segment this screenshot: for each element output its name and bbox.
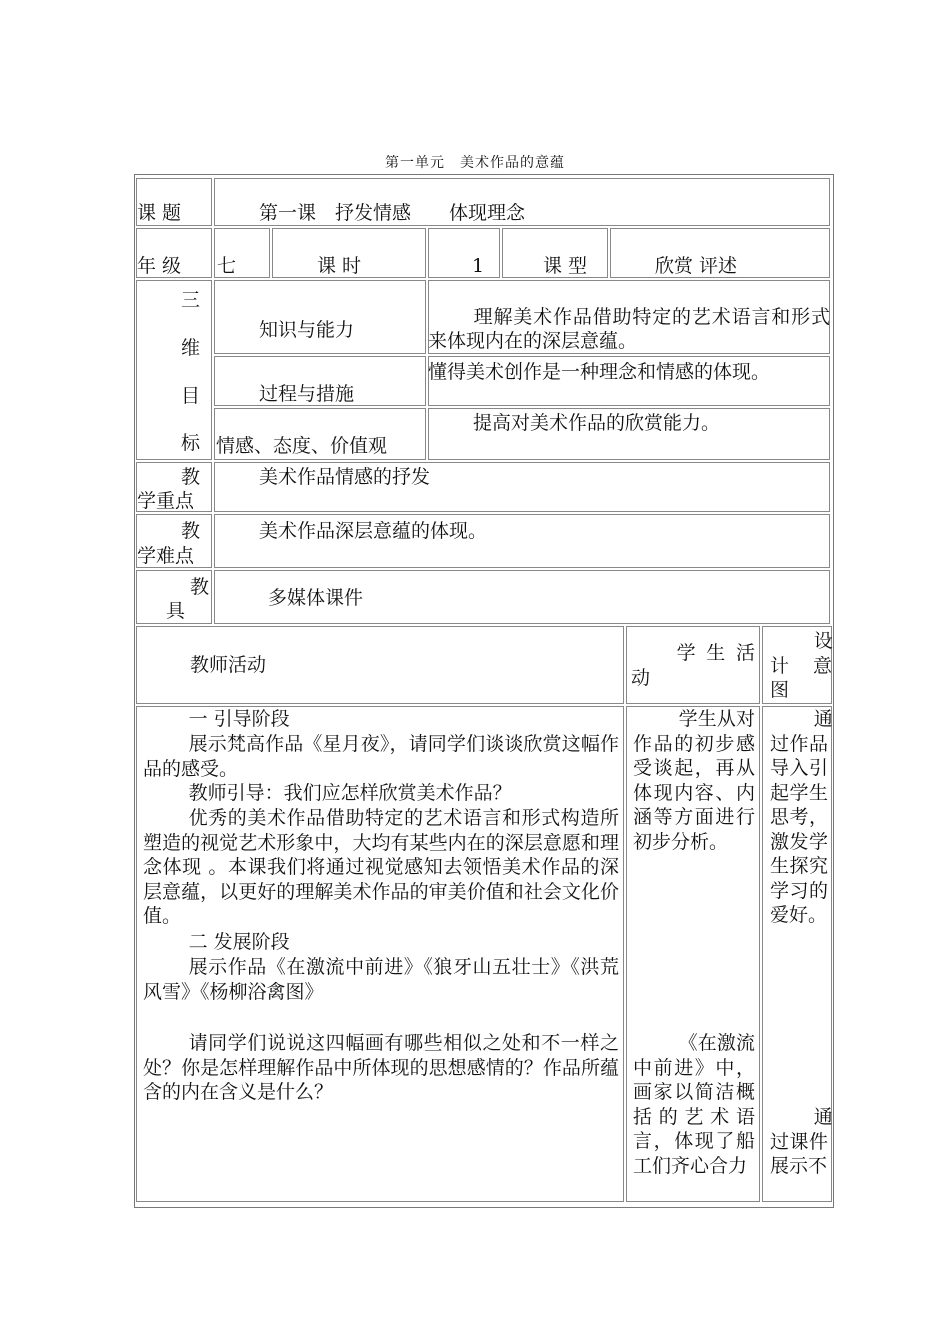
aids-label: 具 <box>166 600 186 622</box>
objective-text: 理解美术作品借助特定的艺术语言和形式来体现内在的深层意蕴。 <box>428 306 830 352</box>
type-value: 欣赏 评述 <box>655 255 738 277</box>
objective-label: 过程与措施 <box>259 383 355 405</box>
objective-text: 提高对美术作品的欣赏能力。 <box>473 412 721 434</box>
objective-label-cell <box>214 280 426 354</box>
difficulty-label: 学难点 <box>137 545 195 567</box>
difficulty-label: 教 <box>181 520 201 542</box>
student-header: 学 生 活 动 <box>631 642 755 689</box>
key-point-text: 美术作品情感的抒发 <box>259 466 431 488</box>
objectives-side-char: 维 <box>181 337 201 359</box>
objectives-side-char: 目 <box>181 385 201 407</box>
teacher-step-3: 教师引导：我们应怎样欣赏美术作品？ <box>188 782 512 804</box>
key-point-label: 教 <box>181 466 201 488</box>
objectives-side-cell <box>136 280 212 460</box>
student-activity-1: 学生从对作品的初步感受谈起，再从体现内容、内涵等方面进行初步分析。 <box>633 708 755 853</box>
hours-value-cell <box>428 228 500 278</box>
teacher-step-4: 优秀的美术作品借助特定的艺术语言和形式构造所塑造的视觉艺术形象中，大均有某些内在的深层意愿和理念体现 。本课我们将通过视觉感知去领悟美术作品的深层意蕴，以更好的理解美术作品的审美价值和社会文化价值。 <box>143 807 619 927</box>
objective-label: 知识与能力 <box>259 319 355 341</box>
type-label: 课 型 <box>543 255 588 277</box>
topic-label: 课 题 <box>137 202 182 224</box>
aids-text: 多媒体课件 <box>268 587 364 609</box>
difficulty-text: 美术作品深层意蕴的体现。 <box>259 520 488 542</box>
design-intent-2: 通过课件展示不 <box>770 1106 833 1177</box>
unit-title: 第一单元 美术作品的意蕴 <box>385 155 565 171</box>
hours-label: 课 时 <box>317 255 362 277</box>
aids-label: 教 <box>190 576 210 598</box>
objectives-side-char: 标 <box>181 432 201 454</box>
objectives-side-char: 三 <box>181 289 201 311</box>
teacher-step-6: 展示作品《在激流中前进》《狼牙山五壮士》《洪荒风雪》《杨柳浴禽图》 <box>143 956 619 1003</box>
grade-value: 七 <box>217 255 237 277</box>
teacher-step-2: 展示梵高作品《星月夜》，请同学们谈谈欣赏这幅作品的感受。 <box>143 733 619 780</box>
student-activity-2: 《在激流中前进》中，画家以简洁概括的艺术语言，体现了船工们齐心合力 <box>633 1032 755 1177</box>
teacher-step-5: 二 发展阶段 <box>188 931 290 953</box>
hours-value: 1 <box>472 255 485 277</box>
topic-value: 第一课 抒发情感 体现理念 <box>259 202 526 224</box>
objective-text: 懂得美术创作是一种理念和情感的体现。 <box>428 361 771 383</box>
key-point-label: 学重点 <box>137 490 195 512</box>
grade-label: 年 级 <box>137 255 182 277</box>
teacher-header: 教师活动 <box>190 654 267 676</box>
design-intent-1: 通过作品导入引起学生思考，激发学生探究学习的爱好。 <box>770 708 833 926</box>
teacher-step-1: 一 引导阶段 <box>188 708 290 730</box>
design-header: 设 计 意 图 <box>770 630 833 701</box>
teacher-step-7: 请同学们说说这四幅画有哪些相似之处和不一样之处？你是怎样理解作品中所体现的思想感情的？作品所蕴含的内在含义是什么？ <box>143 1032 619 1103</box>
objective-label: 情感、态度、价值观 <box>216 435 388 457</box>
